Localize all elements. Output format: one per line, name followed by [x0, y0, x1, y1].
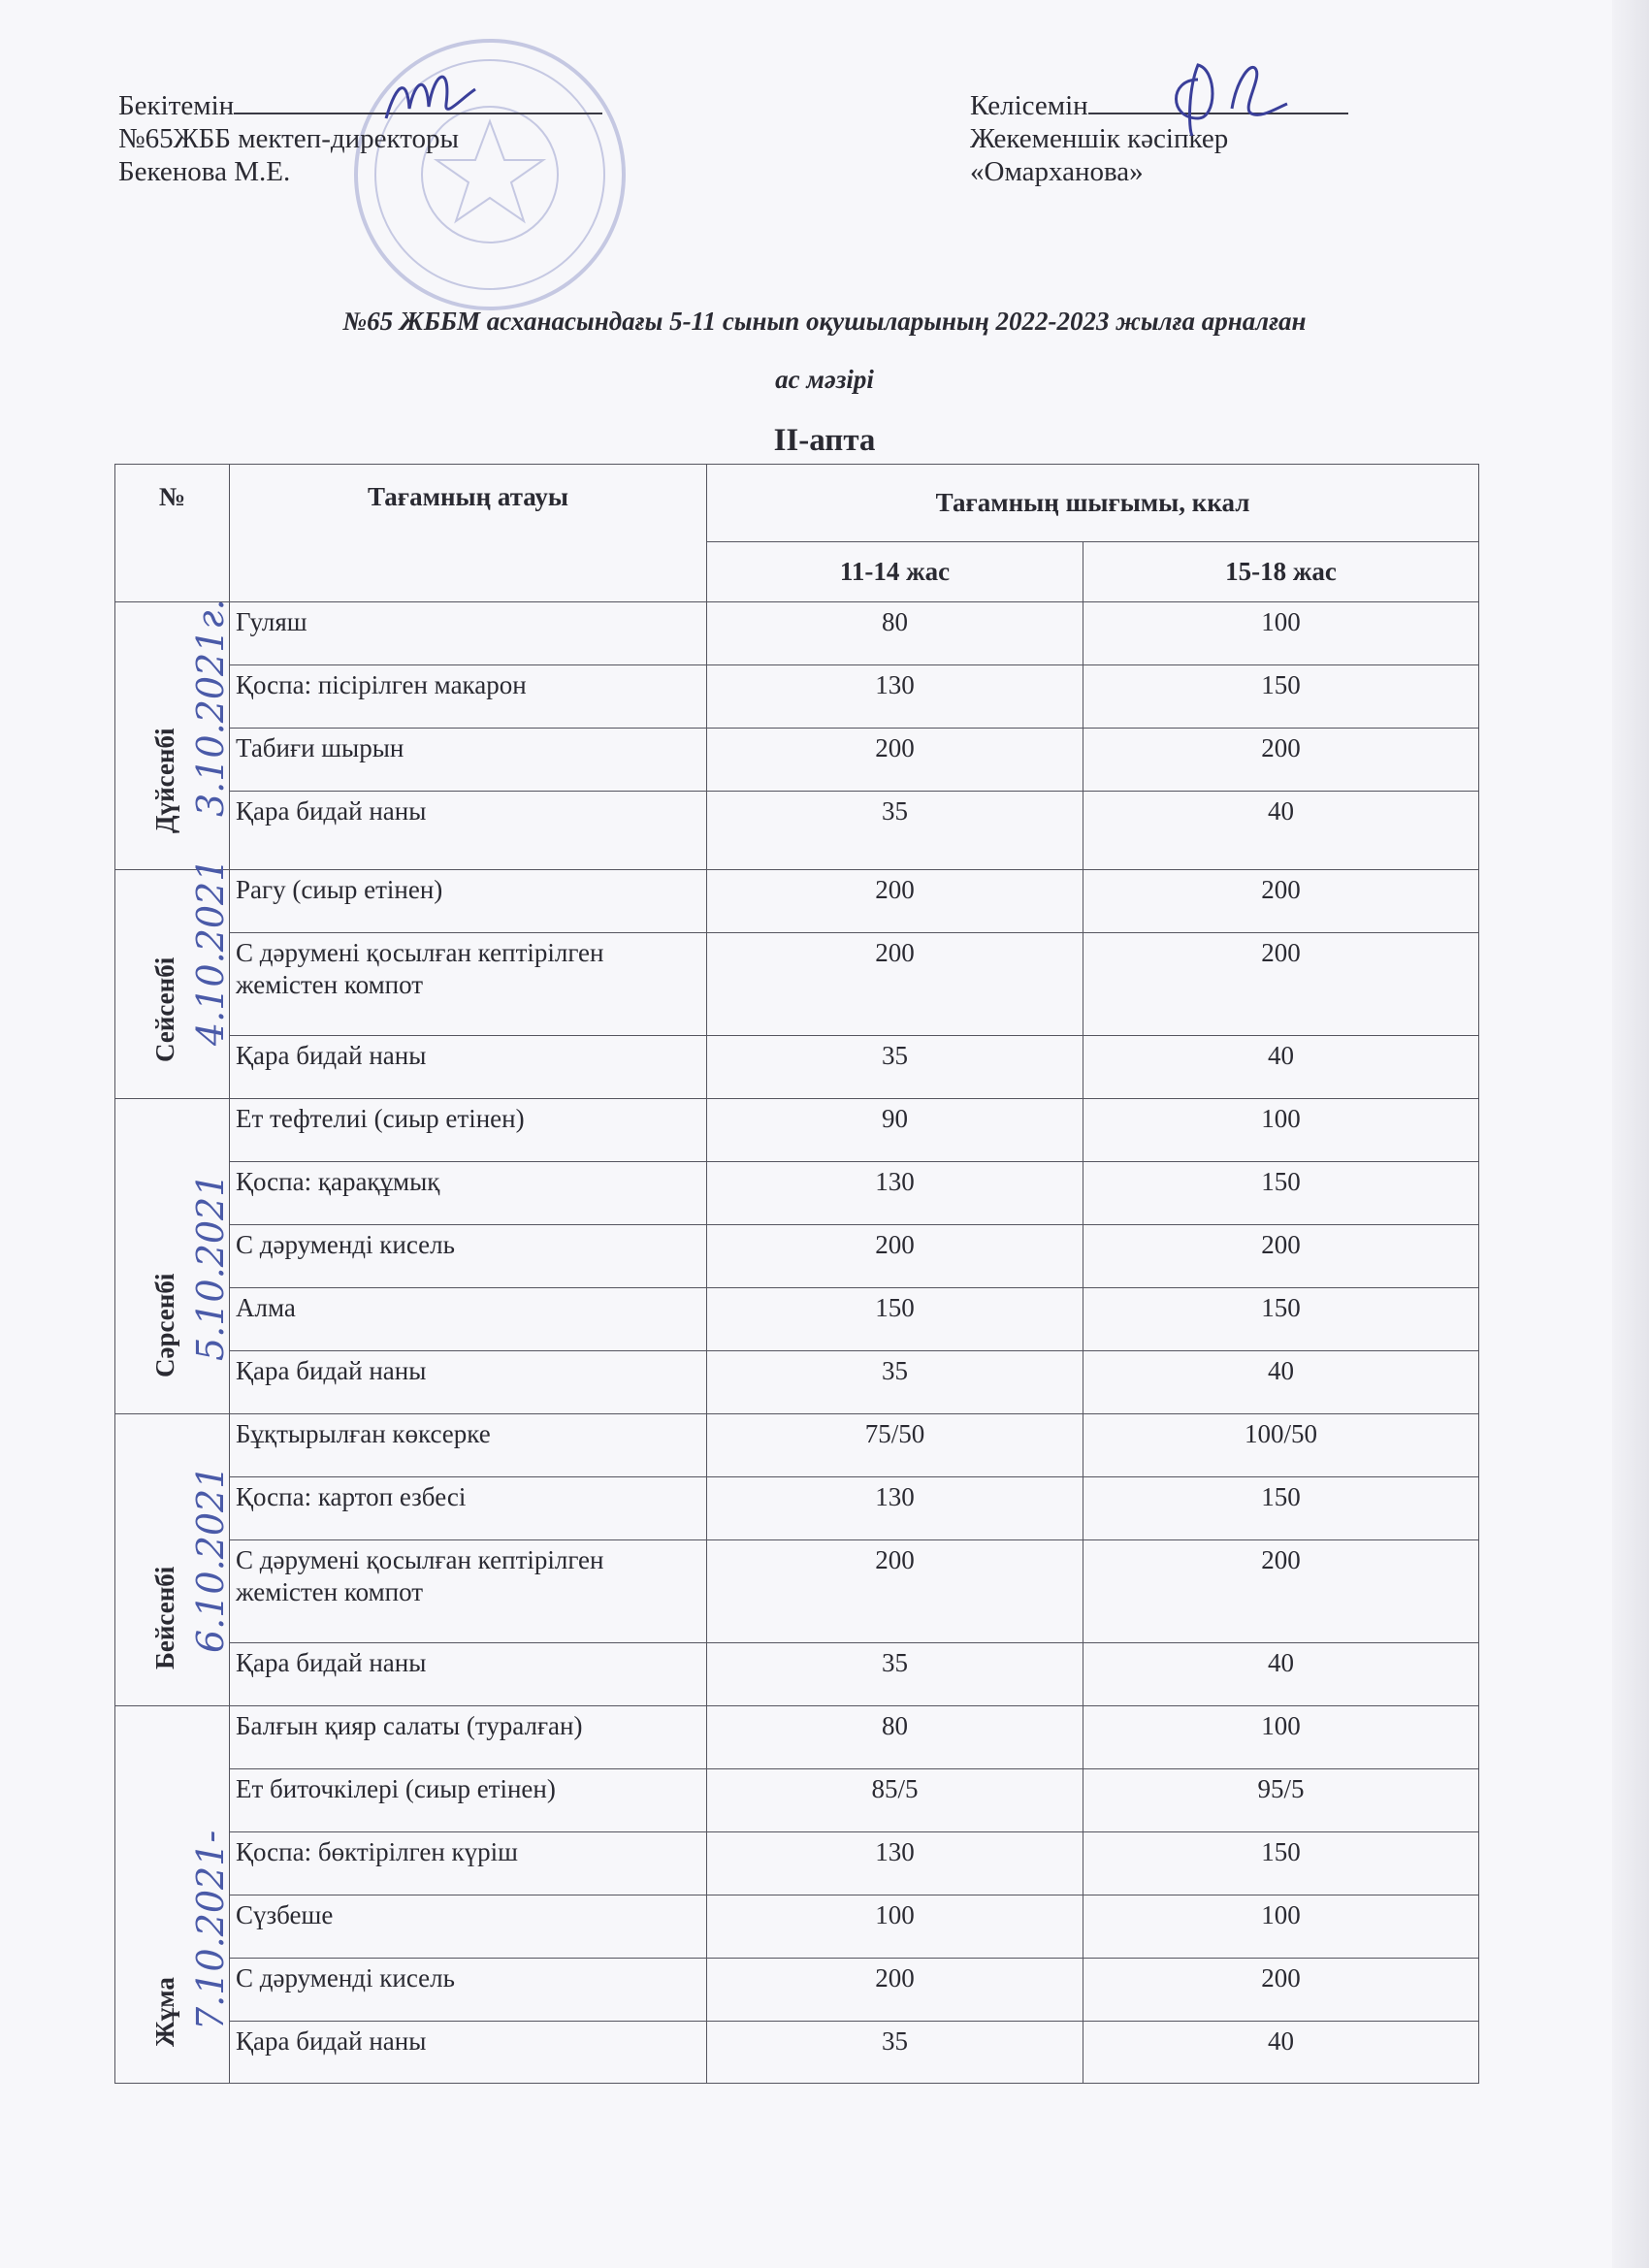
- approve-label: Бекітемін: [118, 90, 235, 121]
- yield-15-18: 200: [1083, 1540, 1479, 1643]
- day-name: Жұма: [150, 1977, 179, 2047]
- yield-15-18: 100/50: [1083, 1414, 1479, 1477]
- yield-15-18: 40: [1083, 792, 1479, 870]
- yield-11-14: 75/50: [707, 1414, 1083, 1477]
- yield-11-14: 80: [707, 1706, 1083, 1769]
- col-yield-header: Тағамның шығымы, ккал: [707, 465, 1479, 542]
- day-name: Сейсенбі: [150, 956, 179, 1062]
- col-age-15-18-header: 15-18 жас: [1083, 542, 1479, 602]
- dish-name: Ет биточкілері (сиыр етінен): [230, 1769, 707, 1832]
- yield-15-18: 200: [1083, 729, 1479, 792]
- yield-11-14: 35: [707, 792, 1083, 870]
- yield-11-14: 130: [707, 1832, 1083, 1895]
- table-row: [115, 933, 1479, 1036]
- table-row: [115, 1895, 1479, 1959]
- table-row: [115, 1099, 1479, 1162]
- table-row: [115, 729, 1479, 792]
- handwritten-date: 4.10.2021: [189, 858, 232, 1046]
- agree-label: Келісемін: [970, 90, 1088, 121]
- entrepreneur-title: Жекеменшік кәсіпкер: [970, 123, 1229, 154]
- dish-name: Қоспа: картоп езбесі: [230, 1477, 707, 1540]
- dish-name: Сүзбеше: [230, 1895, 707, 1959]
- dish-name: С дәрумені қосылған кептірілген жемістен компот: [230, 933, 707, 1036]
- table-row: [115, 870, 1479, 933]
- dish-name: Табиғи шырын: [230, 729, 707, 792]
- yield-11-14: 130: [707, 665, 1083, 729]
- yield-11-14: 200: [707, 1225, 1083, 1288]
- dish-name: Балғын қияр салаты (туралған): [230, 1706, 707, 1769]
- yield-15-18: 40: [1083, 1643, 1479, 1706]
- handwritten-date: 5.10.2021: [189, 1173, 232, 1361]
- dish-name: Бұқтырылған көксерке: [230, 1414, 707, 1477]
- yield-11-14: 130: [707, 1477, 1083, 1540]
- yield-15-18: 100: [1083, 1099, 1479, 1162]
- yield-15-18: 100: [1083, 1706, 1479, 1769]
- menu-title: №65 ЖББМ асханасындағы 5-11 сынып оқушыларының 2022-2023 жылға арналған: [342, 307, 1307, 336]
- table-row: [115, 792, 1479, 870]
- yield-15-18: 200: [1083, 1959, 1479, 2022]
- table-row: [115, 1036, 1479, 1099]
- handwritten-date: 3.10.2021г.: [189, 599, 232, 817]
- yield-11-14: 35: [707, 1351, 1083, 1414]
- entrepreneur-signature: [1159, 50, 1295, 138]
- day-cell: [115, 599, 232, 870]
- yield-11-14: 35: [707, 2022, 1083, 2084]
- yield-15-18: 40: [1083, 2022, 1479, 2084]
- menu-body: [115, 599, 1479, 2084]
- table-row: [115, 1643, 1479, 1706]
- dish-name: Қоспа: қарақұмық: [230, 1162, 707, 1225]
- director-signature: [378, 60, 485, 138]
- yield-11-14: 200: [707, 933, 1083, 1036]
- dish-name: Алма: [230, 1288, 707, 1351]
- yield-11-14: 35: [707, 1036, 1083, 1099]
- table-header-row: [115, 465, 1479, 542]
- yield-11-14: 200: [707, 1959, 1083, 2022]
- table-row: [115, 1162, 1479, 1225]
- dish-name: Ет тефтелиі (сиыр етінен): [230, 1099, 707, 1162]
- dish-name: С дәрумені қосылған кептірілген жемістен компот: [230, 1540, 707, 1643]
- dish-name: Қара бидай наны: [230, 1036, 707, 1099]
- day-name: Сәрсенбі: [150, 1273, 179, 1377]
- yield-15-18: 100: [1083, 1895, 1479, 1959]
- table-row: [115, 1832, 1479, 1895]
- yield-11-14: 130: [707, 1162, 1083, 1225]
- entrepreneur-name: «Омарханова»: [970, 156, 1144, 187]
- table-row: [115, 602, 1479, 665]
- col-age-11-14-header: 11-14 жас: [707, 542, 1083, 602]
- handwritten-date: 7.10.2021-: [189, 1830, 232, 2030]
- dish-name: Қара бидай наны: [230, 792, 707, 870]
- dish-name: С дәруменді кисель: [230, 1959, 707, 2022]
- menu-subtitle: ас мәзірі: [775, 365, 874, 394]
- yield-15-18: 200: [1083, 933, 1479, 1036]
- day-cell: [115, 1414, 230, 1706]
- day-name: Дүйсенбі: [150, 728, 179, 833]
- yield-15-18: 150: [1083, 1477, 1479, 1540]
- table-row: [115, 665, 1479, 729]
- day-cell: [115, 1099, 230, 1414]
- table-row: [115, 2022, 1479, 2084]
- yield-15-18: 150: [1083, 1832, 1479, 1895]
- yield-15-18: 200: [1083, 1225, 1479, 1288]
- yield-11-14: 200: [707, 870, 1083, 933]
- col-dish-name-header: Тағамның атауы: [230, 465, 707, 602]
- yield-15-18: 95/5: [1083, 1769, 1479, 1832]
- table-row: [115, 1351, 1479, 1414]
- week-label: ІІ-апта: [773, 423, 876, 458]
- day-name: Бейсенбі: [150, 1566, 179, 1669]
- yield-11-14: 90: [707, 1099, 1083, 1162]
- page-edge: [1612, 0, 1649, 2268]
- director-name: Бекенова М.Е.: [118, 156, 291, 187]
- dish-name: С дәруменді кисель: [230, 1225, 707, 1288]
- yield-11-14: 80: [707, 602, 1083, 665]
- director-title: №65ЖББ мектеп-директоры: [118, 123, 459, 154]
- yield-15-18: 150: [1083, 665, 1479, 729]
- yield-15-18: 100: [1083, 602, 1479, 665]
- dish-name: Қоспа: пісірілген макарон: [230, 665, 707, 729]
- day-cell: [115, 858, 232, 1099]
- yield-15-18: 150: [1083, 1162, 1479, 1225]
- table-row: [115, 1769, 1479, 1832]
- yield-15-18: 40: [1083, 1036, 1479, 1099]
- handwritten-date: 6.10.2021: [189, 1465, 232, 1653]
- yield-11-14: 85/5: [707, 1769, 1083, 1832]
- day-cell: [115, 1706, 230, 2084]
- table-row: [115, 1414, 1479, 1477]
- menu-table: [114, 464, 1479, 2084]
- dish-name: Қара бидай наны: [230, 1643, 707, 1706]
- approve-line: [118, 89, 602, 122]
- dish-name: Қоспа: бөктірілген күріш: [230, 1832, 707, 1895]
- yield-15-18: 200: [1083, 870, 1479, 933]
- yield-11-14: 35: [707, 1643, 1083, 1706]
- yield-11-14: 150: [707, 1288, 1083, 1351]
- yield-15-18: 40: [1083, 1351, 1479, 1414]
- table-row: [115, 1288, 1479, 1351]
- table-row: [115, 1225, 1479, 1288]
- table-row: [115, 1540, 1479, 1643]
- table-row: [115, 1959, 1479, 2022]
- yield-15-18: 150: [1083, 1288, 1479, 1351]
- yield-11-14: 200: [707, 729, 1083, 792]
- approval-block: [118, 89, 602, 188]
- dish-name: Гуляш: [230, 602, 707, 665]
- table-row: [115, 1477, 1479, 1540]
- dish-name: Рагу (сиыр етінен): [230, 870, 707, 933]
- dish-name: Қара бидай наны: [230, 2022, 707, 2084]
- yield-11-14: 200: [707, 1540, 1083, 1643]
- dish-name: Қара бидай наны: [230, 1351, 707, 1414]
- table-row: [115, 1706, 1479, 1769]
- yield-11-14: 100: [707, 1895, 1083, 1959]
- col-number-header: №: [115, 465, 230, 602]
